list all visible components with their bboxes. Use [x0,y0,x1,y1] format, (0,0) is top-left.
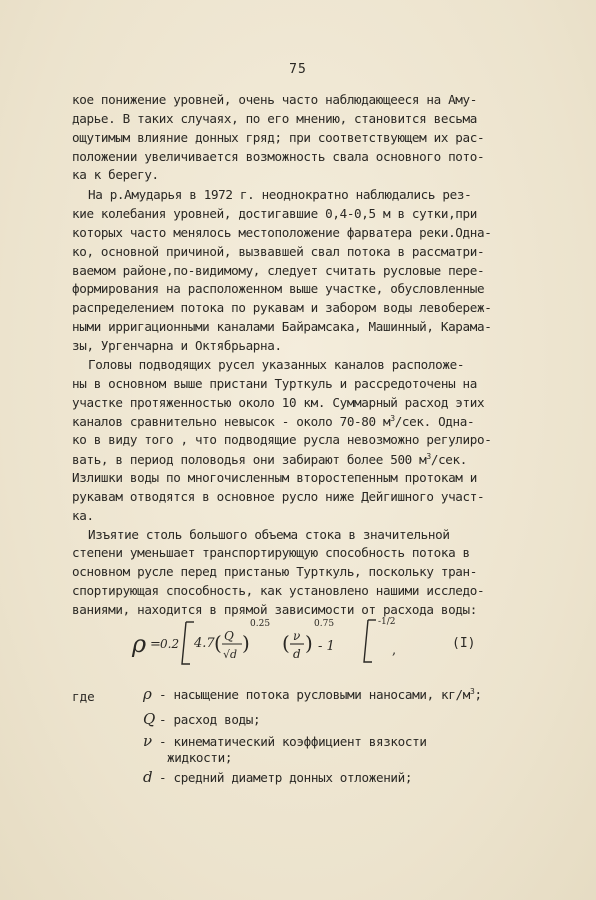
transport-formula [130,614,460,668]
text-line: ны в основном выше пристани Турткуль и рассредоточены на [72,376,477,391]
formula-paren: ( [214,631,222,655]
legend-item [143,732,427,765]
text-line: спортирующая способность, как установлено нашими исследо- [72,583,485,598]
formula-rho: ρ [132,630,147,658]
formula-svg [130,614,460,668]
legend-text: - кинематический коэффициент вязкости [159,734,427,749]
text-line: степени уменьшает транспортирующую способность потока в [72,545,470,560]
legend-text-tail: ; [474,687,482,702]
formula-bracket-right [364,620,372,662]
formula-paren: ) [305,631,313,655]
text-fragment: /сек. [430,452,468,467]
text-line: ко в виду того , что подводящие русла невозможно регулиро- [72,432,492,447]
text-line [72,453,467,467]
text-fragment: /сек. Одна- [394,414,475,429]
text-line: ными ирригационными каналами Байрамсака, Машинный, Карама- [72,319,492,334]
legend-item [143,768,412,786]
text-line: основном русле перед пристанью Турткуль, поскольку тран- [72,564,477,579]
text-line: рукавам отводятся в основное русло ниже Дейгишного участ- [72,489,485,504]
text-fragment: каналов сравнительно невысок - около 70-80 м [72,414,391,429]
text-line: кое понижение уровней, очень часто наблюдающееся на Аму- [72,92,477,107]
legend-text: - средний диаметр донных отложений; [159,770,413,785]
text-line: ка. [72,508,94,523]
where-label: где [72,689,95,704]
text-line: дарье. В таких случаях, по его мнению, становится весьма [72,111,477,126]
formula-nu: ν [293,629,301,643]
formula-comma: , [392,643,397,658]
legend-text-continued: жидкости; [167,750,233,765]
formula-k: 4.7 [194,636,215,651]
legend-symbol: ρ [143,685,152,703]
equation-number: (I) [452,636,476,651]
formula-paren: ) [242,631,250,655]
text-line: формирования на расположенном выше участке, обусловленные [72,281,485,296]
text-line: На р.Амударья в 1972 г. неоднократно наблюдались рез- [88,187,472,202]
text-line: ваемом районе,по-видимому, следует считать русловые пере- [72,263,485,278]
text-line: Изъятие столь большого объема стока в значительной [88,527,450,542]
text-line [72,415,474,429]
text-line: которых часто менялось местоположение фарватера реки.Одна- [72,225,492,240]
text-line: ка к берегу. [72,167,159,182]
formula-bracket-left [182,622,190,664]
legend-item [143,710,260,728]
superscript: 3 [469,687,475,696]
formula-coef: 0.2 [160,637,180,651]
legend-symbol: d [143,768,153,786]
text-line: Головы подводящих русел указанных каналов расположе- [88,357,465,372]
text-line: зы, Ургенчарна и Октябрьарна. [72,338,282,353]
formula-equals: = [150,637,161,652]
text-fragment: вать, в период половодья они забирают более 500 м [72,452,427,467]
formula-paren: ( [282,631,290,655]
text-line: ко, основной причиной, вызвавшей свал потока в рассматри- [72,244,485,259]
text-line: кие колебания уровней, достигавшие 0,4-0,5 м в сутки,при [72,206,477,221]
formula-d: d [293,647,301,661]
text-line: распределением потока по рукавам и забором воды левобереж- [72,300,492,315]
legend-text: - расход воды; [159,712,261,727]
text-line: Излишки воды по многочисленным второстепенным протокам и [72,470,477,485]
formula-Q: Q [224,629,234,643]
text-line: участке протяженностью около 10 км. Суммарный расход этих [72,395,485,410]
legend-item [143,685,482,703]
page-number: 75 [289,62,307,77]
text-line: положении увеличивается возможность свала основного пото- [72,149,485,164]
text-line: ощутимым влияние донных гряд; при соответствующем их рас- [72,130,485,145]
formula-nud: √d [223,648,238,661]
formula-outer-exp: -1/2 [378,617,396,627]
formula-exp1: 0.25 [250,619,271,629]
legend-text: - насыщение потока русловыми наносами, кг/м [159,687,470,702]
superscript: 3 [390,414,395,423]
formula-minus-one: - 1 [318,639,335,654]
formula-exp2: 0.75 [314,619,335,629]
text-line: ваниями, находится в прямой зависимости от расхода воды: [72,602,477,617]
legend-symbol: Q [143,710,155,728]
superscript: 3 [426,452,431,461]
legend-symbol: ν [143,732,152,750]
